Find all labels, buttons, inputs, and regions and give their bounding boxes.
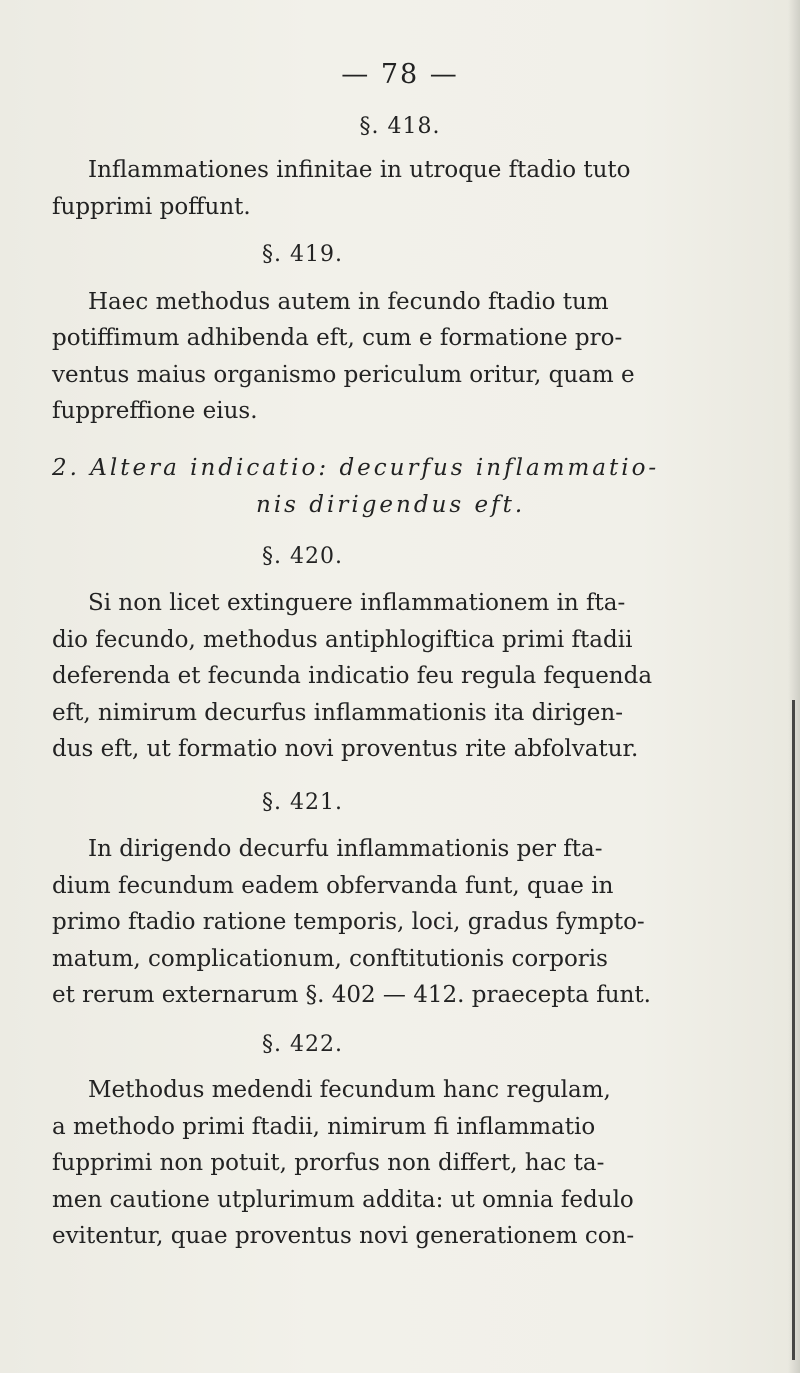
- paragraph-422-line-3: fupprimi non potuit, prorfus non differt, hac ta-: [52, 1150, 605, 1176]
- paragraph-420-line-5: dus eft, ut formatio novi proventus rite abfolvatur.: [52, 736, 639, 762]
- page-edge-line: [792, 700, 795, 1360]
- paragraph-422-line-5: evitentur, quae proventus novi generationem con-: [52, 1223, 635, 1249]
- indication-heading-line-1: 2. Altera indicatio: decurfus inflammatio-: [52, 455, 660, 481]
- paragraph-418-line-2: fupprimi poffunt.: [52, 194, 251, 220]
- paragraph-419-line-4: fuppreffione eius.: [52, 398, 258, 424]
- paragraph-421-line-1: In dirigendo decurfu inflammationis per fta-: [88, 836, 603, 862]
- section-420-heading: §. 420.: [262, 544, 343, 569]
- section-418-heading: §. 418.: [359, 114, 441, 139]
- section-422-heading: §. 422.: [262, 1032, 343, 1057]
- paragraph-422-line-1: Methodus medendi fecundum hanc regulam,: [88, 1077, 611, 1103]
- section-421-heading: §. 421.: [262, 790, 343, 815]
- paragraph-422-line-2: a methodo primi ftadii, nimirum fi inflammatio: [52, 1114, 596, 1140]
- paragraph-420-line-4: eft, nimirum decurfus inflammationis ita dirigen-: [52, 700, 623, 726]
- paragraph-420-line-2: dio fecundo, methodus antiphlogiftica primi ftadii: [52, 627, 633, 653]
- paragraph-421-line-5: et rerum externarum §. 402 — 412. praecepta funt.: [52, 982, 651, 1008]
- paragraph-419-line-1: Haec methodus autem in fecundo ftadio tum: [88, 289, 609, 315]
- page-number: — 78 —: [341, 59, 459, 90]
- paragraph-418-line-1: Inflammationes infinitae in utroque ftadio tuto: [88, 157, 631, 183]
- paragraph-420-line-1: Si non licet extinguere inflammationem in fta-: [88, 590, 626, 616]
- paragraph-421-line-3: primo ftadio ratione temporis, loci, gradus fympto-: [52, 909, 645, 935]
- paragraph-421-line-4: matum, complicationum, conftitutionis corporis: [52, 946, 608, 972]
- paragraph-419-line-3: ventus maius organismo periculum oritur, quam e: [52, 362, 635, 388]
- paragraph-420-line-3: deferenda et fecunda indicatio feu regula fequenda: [52, 663, 653, 689]
- paragraph-419-line-2: potiffimum adhibenda eft, cum e formatione pro-: [52, 325, 623, 351]
- section-419-heading: §. 419.: [262, 242, 343, 267]
- indication-heading-line-2: nis dirigendus eft.: [256, 492, 526, 518]
- paragraph-421-line-2: dium fecundum eadem obfervanda funt, quae in: [52, 873, 614, 899]
- paragraph-422-line-4: men cautione utplurimum addita: ut omnia fedulo: [52, 1187, 634, 1213]
